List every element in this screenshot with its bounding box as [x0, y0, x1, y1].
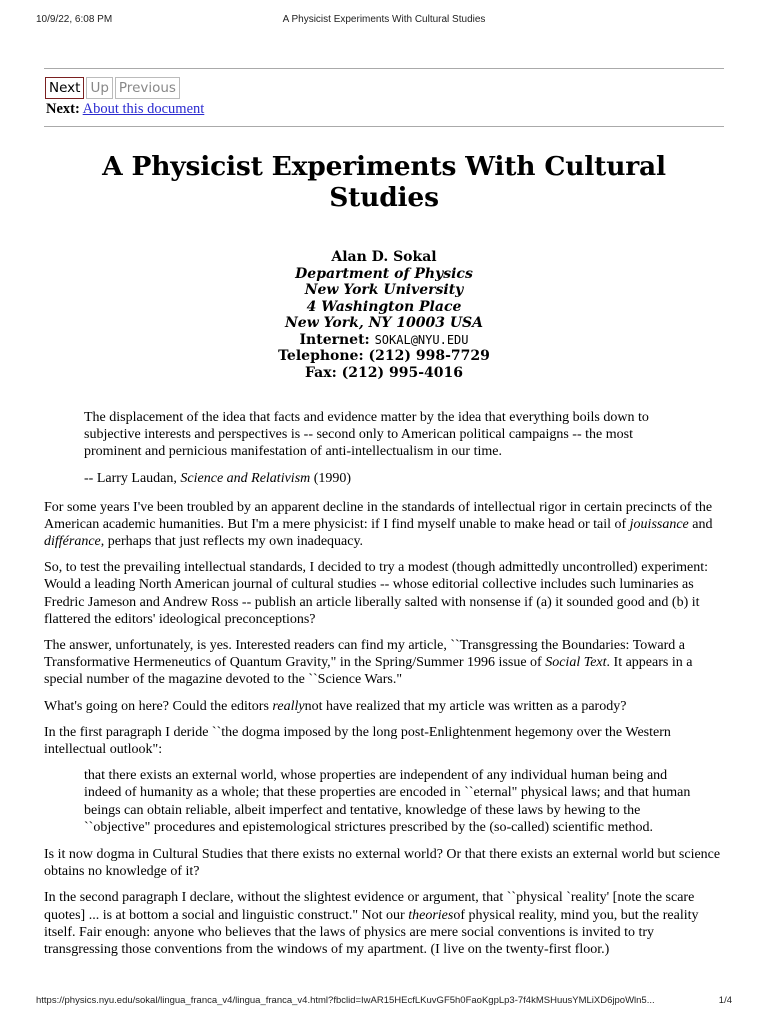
p1-italic-jouissance: jouissance	[629, 516, 689, 532]
author-telephone: Telephone: (212) 998-7729	[278, 348, 490, 364]
author-fax: Fax: (212) 995-4016	[305, 364, 463, 381]
p7-text-b: of physical reality, mind you, but the reality itself. Fair enough: anyone who believes that the laws of physics are mere social conventions is invited to try transgressing those conventions from the windows of my apartment. (I live on the twenty-first floor.)	[44, 907, 699, 958]
p4-text-b: not have realized that my article was written as a parody?	[304, 698, 627, 714]
epigraph-quote: The displacement of the idea that facts and evidence matter by the idea that everything boils down to subjective interests and perspectives is -- second only to American political campaigns -- the most prominent and pernicious manifestation of anti-intellectualism in our time.	[84, 410, 649, 460]
author-street: 4 Washington Place	[306, 298, 462, 315]
paragraph-7	[44, 889, 724, 958]
document-content	[44, 68, 724, 967]
print-page-number: 1/4	[718, 995, 732, 1006]
nav-divider	[44, 126, 724, 127]
page-title: A Physicist Experiments With Cultural Studies	[102, 151, 666, 213]
about-document-link[interactable]: About this document	[82, 101, 205, 117]
attribution-prefix: -- Larry Laudan,	[84, 470, 181, 486]
epigraph-attribution	[84, 471, 684, 487]
p7-italic-theories: theories	[408, 907, 454, 923]
print-header	[36, 14, 732, 30]
print-footer	[36, 995, 732, 1009]
author-name: Alan D. Sokal	[331, 249, 437, 265]
author-internet	[44, 332, 724, 349]
internet-label: Internet:	[299, 331, 370, 348]
p3-italic-social-text: Social Text	[545, 655, 607, 671]
p1-text-c: , perhaps that just reflects my own inadequacy.	[100, 534, 364, 550]
print-datetime: 10/9/22, 6:08 PM	[36, 14, 113, 25]
p1-text-a: For some years I've been troubled by an apparent decline in the standards of intellectual rigor in certain precincts of the American academic humanities. But I'm a mere physicist: if I find myself unable to make head or tail of	[44, 499, 713, 532]
previous-button[interactable]: Previous	[115, 77, 180, 99]
print-url: https://physics.nyu.edu/sokal/lingua_franca_v4/lingua_franca_v4.html?fbclid=IwAR15HEcfLKuvGF5h0FaoKgpLp3-7f4kMSHuusYMLiXD6jpoWln5...	[36, 995, 655, 1006]
up-button[interactable]: Up	[86, 77, 112, 99]
p7-text-a: In the second paragraph I declare, without the slightest evidence or argument, that ``physical `reality' [note the scare quotes] ... is at bottom a social and linguistic construct." Not our	[44, 890, 695, 923]
paragraph-2: So, to test the prevailing intellectual standards, I decided to try a modest (though admittedly uncontrolled) experiment: Would a leading North American journal of cultural studies -- whose editorial collective includes such luminaries as Fredric Jameson and Andrew Ross -- publish an article liberally salted with nonsense if (a) it sounded good and (b) it flattered the editors' ideological preconceptions?	[44, 560, 709, 627]
p4-text-a: What's going on here? Could the editors	[44, 698, 273, 714]
top-divider	[44, 68, 724, 69]
paragraph-3	[44, 637, 724, 689]
paragraph-5: In the first paragraph I deride ``the dogma imposed by the long post-Enlightenment hegemony over the Western intellectual outlook":	[44, 724, 671, 758]
dogma-blockquote: that there exists an external world, whose properties are independent of any individual human being and indeed of humanity as a whole; that these properties are encoded in ``eternal" physical laws; and that human beings can obtain reliable, albeit imperfect and tentative, knowledge of these laws by hewing to the ``objective" procedures and epistemological strictures prescribed by the (so-called) scientific method.	[84, 768, 691, 835]
p4-italic-really: really	[272, 698, 305, 714]
attribution-book-title: Science and Relativism	[180, 470, 311, 486]
p1-text-b: and	[688, 516, 713, 532]
next-prefix: Next:	[46, 101, 80, 117]
author-city: New York, NY 10003 USA	[285, 315, 483, 331]
navigation-bar	[45, 77, 724, 99]
internet-email: SOKAL@NYU.EDU	[374, 332, 469, 347]
attribution-year: (1990)	[310, 470, 352, 486]
author-department: Department of Physics	[295, 265, 473, 282]
paragraph-6: Is it now dogma in Cultural Studies that there exists no external world? Or that there exists an external world but science obtains no knowledge of it?	[44, 847, 721, 880]
paragraph-4	[44, 698, 724, 715]
p3-text-a: The answer, unfortunately, is yes. Interested readers can find my article, ``Transgressing the Boundaries: Toward a Transformative Hermeneutics of Quantum Gravity," in the Spring/Summer 1996 issue of	[44, 638, 685, 671]
p3-text-b: . It appears in a special number of the magazine devoted to the ``Science Wars."	[44, 655, 693, 688]
author-university: New York University	[304, 282, 464, 298]
author-address	[44, 249, 724, 381]
p1-italic-differance: différance	[44, 534, 101, 550]
next-link-line	[46, 101, 724, 118]
print-page-title: A Physicist Experiments With Cultural Studies	[282, 14, 486, 25]
paragraph-1	[44, 499, 724, 551]
next-button[interactable]: Next	[45, 77, 84, 99]
